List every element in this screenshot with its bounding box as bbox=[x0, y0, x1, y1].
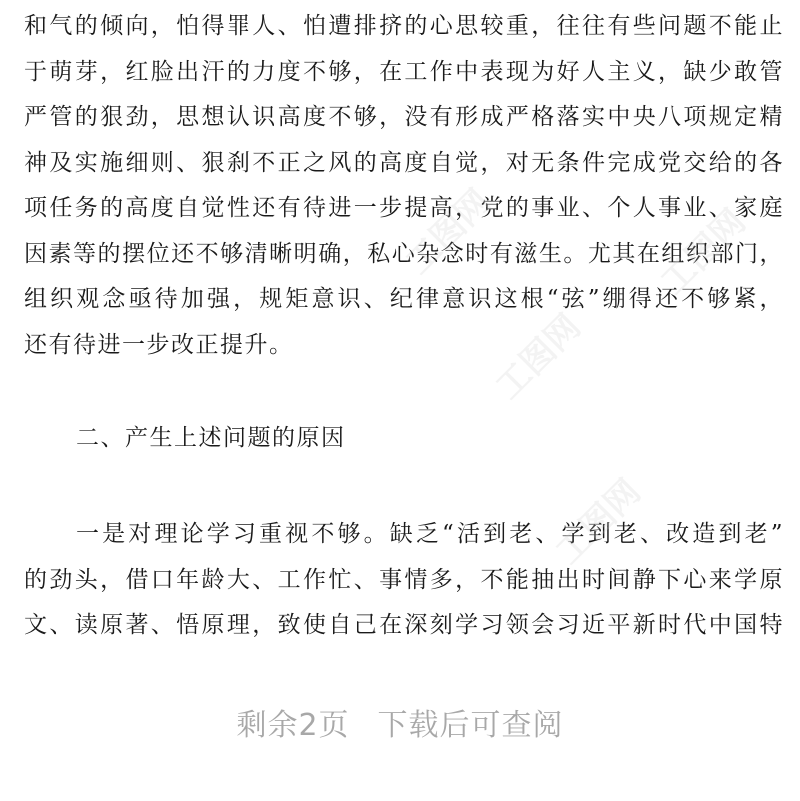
text-line: 文、读原著、悟原理，致使自己在深刻学习领会习近平新时代中国特 bbox=[24, 612, 784, 638]
text-line: 严管的狠劲，思想认识高度不够，没有形成严格落实中央八项规定精 bbox=[24, 104, 784, 130]
download-prompt-label: 下载后可查阅 bbox=[377, 708, 564, 743]
paragraph-causes bbox=[24, 512, 784, 649]
watermark-logo: 工图网 bbox=[548, 471, 649, 573]
text-line: 项任务的高度自觉性还有待进一步提高，党的事业、个人事业、家庭 bbox=[24, 195, 784, 221]
download-banner[interactable] bbox=[0, 700, 800, 744]
watermark-logo: 工图网 bbox=[488, 306, 589, 408]
text-line: 因素等的摆位还不够清晰明确，私心杂念时有滋生。尤其在组织部门， bbox=[24, 240, 784, 267]
remaining-pages-label: 剩余2页 bbox=[236, 708, 350, 743]
text-line: 神及实施细则、狠刹不正之风的高度自觉，对无条件完成党交给的各 bbox=[24, 149, 784, 176]
watermark-logo: 工图网 bbox=[653, 201, 754, 303]
section-heading: 二、产生上述问题的原因 bbox=[76, 425, 346, 451]
paragraph-continuation bbox=[24, 4, 784, 368]
text-line: 一是对理论学习重视不够。缺乏“活到老、学到老、改造到老” bbox=[76, 521, 784, 547]
watermark-logo: 工图网 bbox=[398, 181, 499, 283]
text-line: 的劲头，借口年龄大、工作忙、事情多，不能抽出时间静下心来学原 bbox=[24, 566, 784, 593]
text-line: 和气的倾向，怕得罪人、怕遭排挤的心思较重，往往有些问题不能止 bbox=[24, 13, 784, 39]
text-line: 还有待进一步改正提升。 bbox=[24, 331, 294, 358]
text-line: 于萌芽，红脸出汗的力度不够，在工作中表现为好人主义，缺少敢管 bbox=[24, 58, 784, 85]
text-line: 组织观念亟待加强，规矩意识、纪律意识这根“弦”绷得还不够紧， bbox=[24, 286, 784, 312]
